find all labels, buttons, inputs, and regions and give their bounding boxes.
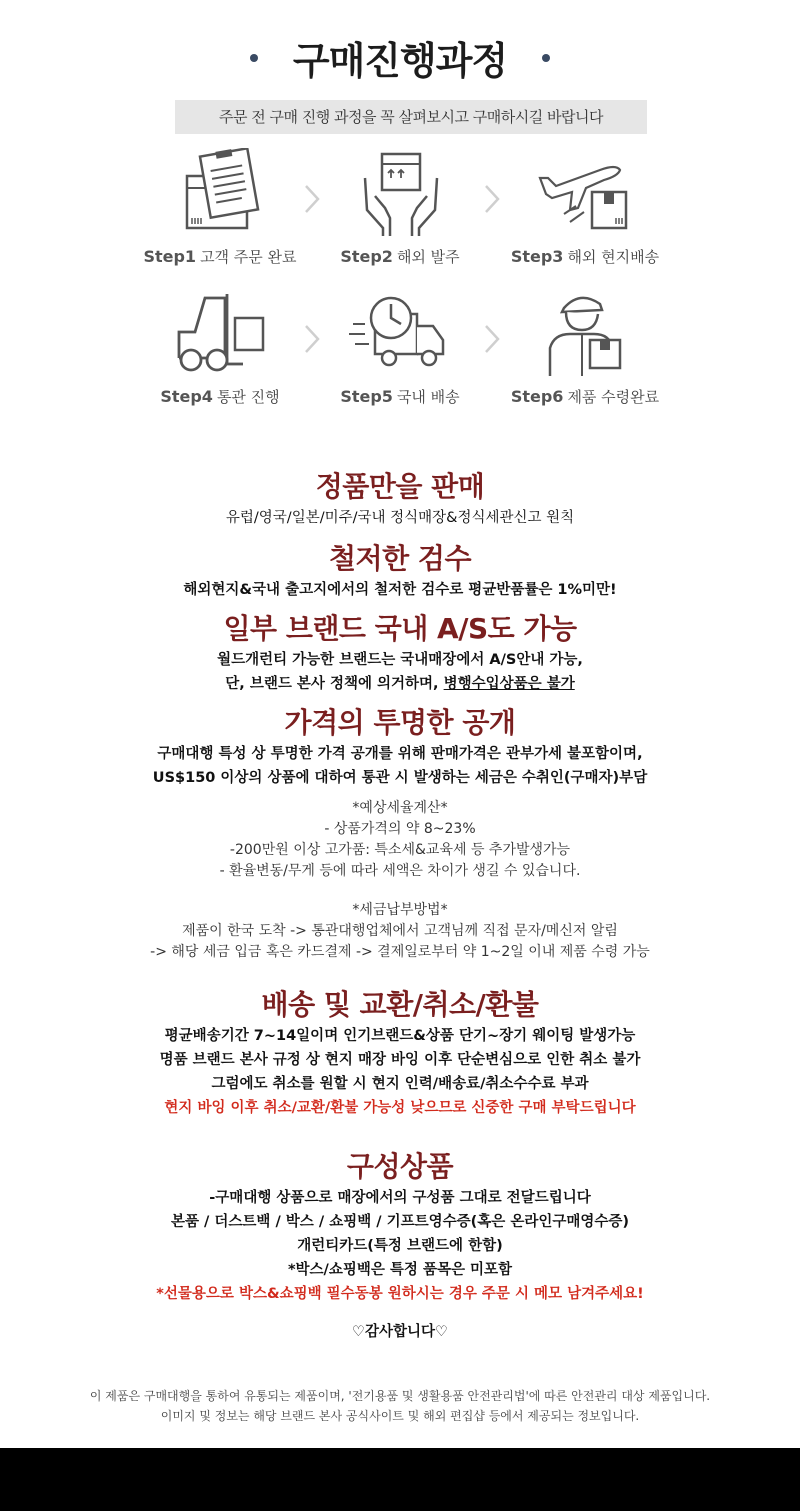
step-6-label: Step6 제품 수령완료 <box>510 387 660 406</box>
step-2-label: Step2 해외 발주 <box>340 247 460 266</box>
step-5 <box>310 288 490 407</box>
section-heading: 철저한 검수 <box>329 542 471 575</box>
section-heading: 정품만을 판매 <box>315 470 485 503</box>
section-genuine <box>0 468 800 530</box>
section-heading: 일부 브랜드 국내 A/S도 가능 <box>223 612 577 645</box>
payment-title: *세금납부방법* <box>352 902 448 918</box>
step-4-label: Step4 통관 진행 <box>160 387 280 406</box>
section-price <box>0 704 800 963</box>
airplane-box-icon <box>530 148 640 238</box>
section-text: -구매대행 상품으로 매장에서의 구성품 그대로 전달드립니다 <box>209 1190 591 1206</box>
chevron-right-icon <box>482 184 502 214</box>
step-4 <box>130 288 310 407</box>
bullet-dot-right <box>542 54 550 62</box>
step-1-label: Step1 고객 주문 완료 <box>143 247 297 266</box>
footer-line: 이미지 및 정보는 해당 브랜드 본사 공식사이트 및 해외 편집샵 등에서 제공되는 정보입니다. <box>160 1409 640 1423</box>
delivery-truck-icon <box>345 288 455 378</box>
forklift-icon <box>165 288 275 378</box>
step-3 <box>495 148 675 267</box>
page-title: 구매진행과정 <box>292 39 508 83</box>
chevron-right-icon <box>482 324 502 354</box>
bullet-dot-left <box>250 54 258 62</box>
section-text: 평균배송기간 7~14일이며 인기브랜드&상품 단기~장기 웨이팅 발생가능 <box>164 1028 636 1044</box>
payment-line: -> 해당 세금 입금 혹은 카드결제 -> 결제일로부터 약 1~2일 이내 제품 수령 가능 <box>150 944 650 960</box>
section-contents <box>0 1148 800 1344</box>
step-6 <box>495 288 675 407</box>
section-text: 유럽/영국/일본/미주/국내 정식매장&정식세관신고 원칙 <box>225 510 575 526</box>
section-as <box>0 610 800 696</box>
payment-line: 제품이 한국 도착 -> 통관대행업체에서 고객님께 직접 문자/메신저 알림 <box>182 923 618 939</box>
bottom-bar <box>0 1448 800 1511</box>
parallel-import-note: 병행수입상품은 불가 <box>443 676 575 692</box>
warning-text: *선물용으로 박스&쇼핑백 필수동봉 원하시는 경우 주문 시 메모 남겨주세요! <box>156 1286 644 1302</box>
step-2 <box>310 148 490 267</box>
section-text: 월드개런티 가능한 브랜드는 국내매장에서 A/S안내 가능, <box>217 652 583 668</box>
section-text: 그럼에도 취소를 원할 시 현지 인력/배송료/취소수수료 부과 <box>211 1076 589 1092</box>
section-heading: 배송 및 교환/취소/환불 <box>261 988 539 1021</box>
tax-line: - 상품가격의 약 8~23% <box>324 821 476 837</box>
step-1 <box>130 148 310 267</box>
page-header <box>0 30 800 86</box>
chevron-right-icon <box>302 324 322 354</box>
section-text: *박스/쇼핑백은 특정 품목은 미포함 <box>287 1262 513 1278</box>
thanks-text: ♡감사합니다♡ <box>351 1324 449 1340</box>
step-5-label: Step5 국내 배송 <box>340 387 460 406</box>
legal-footer <box>0 1386 800 1426</box>
chevron-right-icon <box>302 184 322 214</box>
section-text: 본품 / 더스트백 / 박스 / 쇼핑백 / 기프트영수증(혹은 온라인구매영수증) <box>170 1214 630 1230</box>
section-text: 단, 브랜드 본사 정책에 의거하며, 병행수입상품은 불가 <box>225 676 575 692</box>
tax-line: -200만원 이상 고가품: 특소세&교육세 등 추가발생가능 <box>229 842 571 858</box>
clipboard-box-icon <box>165 148 275 238</box>
warning-text: 현지 바잉 이후 취소/교환/환불 가능성 낮으므로 신중한 구매 부탁드립니다 <box>164 1100 636 1116</box>
courier-box-icon <box>530 288 640 378</box>
step-3-label: Step3 해외 현지배송 <box>510 247 660 266</box>
tax-title: *예상세율계산* <box>352 800 448 816</box>
page-subtitle: 주문 전 구매 진행 과정을 꼭 살펴보시고 구매하시길 바랍니다 <box>175 100 647 134</box>
hands-box-icon <box>345 148 455 238</box>
section-shipping <box>0 986 800 1120</box>
section-heading: 구성상품 <box>346 1150 454 1183</box>
section-inspection <box>0 540 800 602</box>
section-text: 구매대행 특성 상 투명한 가격 공개를 위해 판매가격은 관부가세 불포함이며, <box>157 746 643 762</box>
section-text: 명품 브랜드 본사 규정 상 현지 매장 바잉 이후 단순변심으로 인한 취소 불가 <box>159 1052 641 1068</box>
footer-line: 이 제품은 구매대행을 통하여 유통되는 제품이며, '전기용품 및 생활용품 안전관리법'에 따른 안전관리 대상 제품입니다. <box>89 1389 711 1403</box>
section-text: US$150 이상의 상품에 대하여 통관 시 발생하는 세금은 수취인(구매자)부담 <box>152 770 648 786</box>
tax-line: - 환율변동/무게 등에 따라 세액은 차이가 생길 수 있습니다. <box>219 863 581 879</box>
section-text: 해외현지&국내 출고지에서의 철저한 검수로 평균반품률은 1%미만! <box>183 582 617 598</box>
section-text: 개런티카드(특정 브랜드에 한함) <box>297 1238 503 1254</box>
section-heading: 가격의 투명한 공개 <box>284 706 516 739</box>
